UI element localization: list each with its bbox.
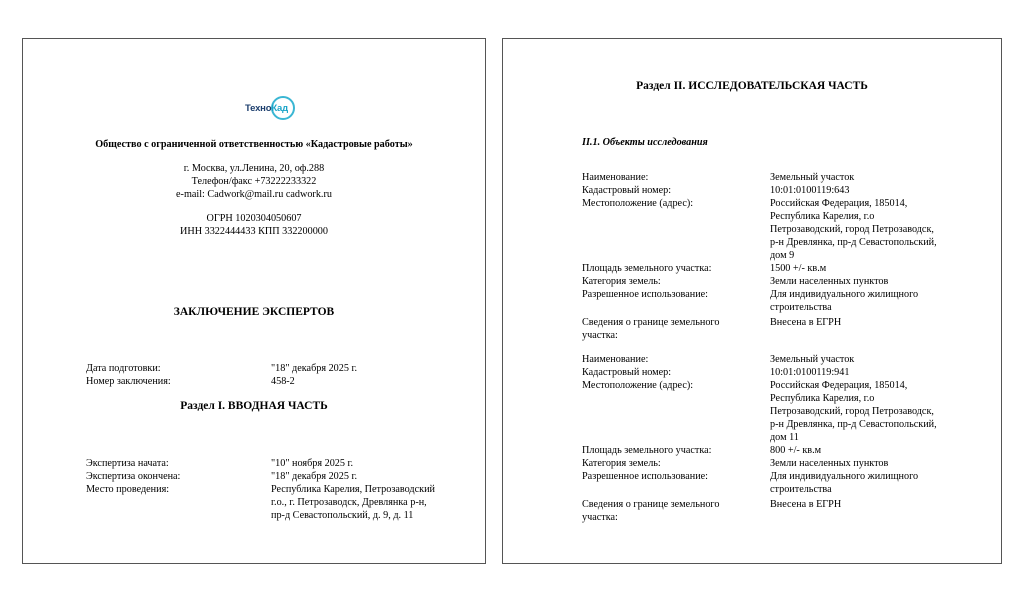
- border-value: Внесена в ЕГРН: [770, 499, 842, 510]
- location-label: Местоположение (адрес):: [582, 380, 694, 391]
- company-name: Общество с ограниченной ответственностью «Кадастровые работы»: [95, 139, 413, 150]
- section-2-title: Раздел II. ИССЛЕДОВАТЕЛЬСКАЯ ЧАСТЬ: [636, 80, 868, 92]
- cadastral-value: 10:01:0100119:941: [770, 367, 850, 378]
- location-line-1: Российская Федерация, 185014,: [770, 198, 908, 209]
- number-label: Номер заключения:: [86, 376, 171, 387]
- place-line-2: г.о., г. Петрозаводск, Древлянка р-н,: [271, 497, 427, 508]
- document-page-2: [502, 38, 1002, 564]
- company-logo: [245, 96, 297, 120]
- usage-label: Разрешенное использование:: [582, 471, 709, 482]
- usage-line-2: строительства: [770, 302, 832, 313]
- logo-text-1: Техно: [245, 103, 272, 114]
- company-address: г. Москва, ул.Ленина, 20, оф.288: [183, 163, 325, 174]
- border-label-line-2: участка:: [582, 512, 618, 523]
- location-line-5: дом 11: [770, 432, 799, 443]
- location-line-4: р-н Древлянка, пр-д Севастопольский,: [770, 237, 937, 248]
- usage-line-1: Для индивидуального жилищного: [770, 289, 919, 300]
- place-label: Место проведения:: [86, 484, 170, 495]
- location-line-3: Петрозаводский, город Петрозаводск,: [770, 406, 934, 417]
- border-label-line-2: участка:: [582, 330, 618, 341]
- company-inn-kpp: ИНН 3322444433 КПП 332200000: [179, 226, 328, 237]
- category-value: Земли населенных пунктов: [770, 276, 889, 287]
- object-name-value: Земельный участок: [770, 354, 855, 365]
- section-1-title: Раздел I. ВВОДНАЯ ЧАСТЬ: [180, 400, 328, 412]
- company-email: e-mail: Cadwork@mail.ru cadwork.ru: [176, 189, 332, 200]
- location-line-3: Петрозаводский, город Петрозаводск,: [770, 224, 934, 235]
- usage-line-2: строительства: [770, 484, 832, 495]
- company-phone: Телефон/факс +73222233322: [191, 176, 317, 187]
- prep-date-label: Дата подготовки:: [86, 363, 161, 374]
- prep-date-value: "18" декабря 2025 г.: [271, 363, 358, 374]
- location-line-2: Республика Карелия, г.о: [770, 211, 875, 222]
- location-line-5: дом 9: [770, 250, 795, 261]
- document-title: ЗАКЛЮЧЕНИЕ ЭКСПЕРТОВ: [173, 306, 335, 318]
- started-value: "10" ноября 2025 г.: [271, 458, 354, 469]
- cadastral-value: 10:01:0100119:643: [770, 185, 850, 196]
- border-value: Внесена в ЕГРН: [770, 317, 842, 328]
- cadastral-label: Кадастровый номер:: [582, 185, 672, 196]
- area-label: Площадь земельного участка:: [582, 445, 712, 456]
- object-name-label: Наименование:: [582, 172, 649, 183]
- company-ogrn: ОГРН 1020304050607: [206, 213, 302, 224]
- usage-line-1: Для индивидуального жилищного: [770, 471, 919, 482]
- place-line-1: Республика Карелия, Петрозаводский: [271, 484, 435, 495]
- logo-text-2: Кад: [271, 103, 288, 114]
- location-line-1: Российская Федерация, 185014,: [770, 380, 908, 391]
- location-line-4: р-н Древлянка, пр-д Севастопольский,: [770, 419, 937, 430]
- number-value: 458-2: [271, 376, 295, 387]
- object-name-value: Земельный участок: [770, 172, 855, 183]
- started-label: Экспертиза начата:: [86, 458, 169, 469]
- area-value: 1500 +/- кв.м: [770, 263, 827, 274]
- finished-label: Экспертиза окончена:: [86, 471, 181, 482]
- finished-value: "18" декабря 2025 г.: [271, 471, 358, 482]
- category-label: Категория земель:: [582, 458, 661, 469]
- usage-label: Разрешенное использование:: [582, 289, 709, 300]
- area-value: 800 +/- кв.м: [770, 445, 822, 456]
- location-label: Местоположение (адрес):: [582, 198, 694, 209]
- cadastral-label: Кадастровый номер:: [582, 367, 672, 378]
- subsection-title: II.1. Объекты исследования: [582, 137, 708, 148]
- border-label-line-1: Сведения о границе земельного: [582, 317, 720, 328]
- document-page-1: [22, 38, 486, 564]
- object-name-label: Наименование:: [582, 354, 649, 365]
- place-line-3: пр-д Севастопольский, д. 9, д. 11: [271, 510, 414, 521]
- location-line-2: Республика Карелия, г.о: [770, 393, 875, 404]
- category-value: Земли населенных пунктов: [770, 458, 889, 469]
- border-label-line-1: Сведения о границе земельного: [582, 499, 720, 510]
- category-label: Категория земель:: [582, 276, 661, 287]
- area-label: Площадь земельного участка:: [582, 263, 712, 274]
